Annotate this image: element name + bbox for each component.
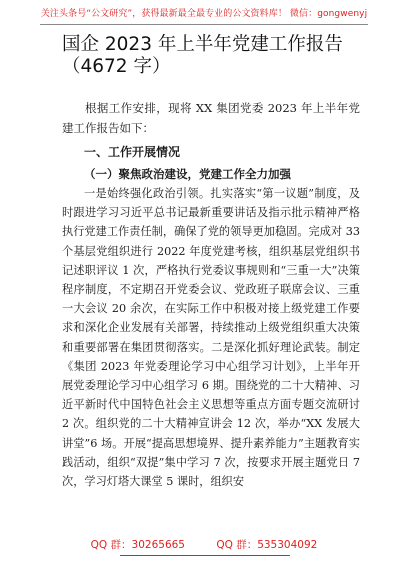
footer-underline xyxy=(120,555,290,556)
body-paragraph: 一是始终强化政治引领。扎实落实“第一议题”制度，及时跟进学习习近平总书记最新重要讲话及指示批示精神严格执行党建工作责任制，确保了党的领导更加稳固。完成对 33 个基层党组织进行 2022 年度党建考核，组织基层党组织书记述职评议 1 次，严格执行党委议事规则和“三重一大”决策程序制度，不定期召开党委会议、党政班子联席会议、三重一大会议 20 余次，在实际工作中积极对接上级党建工作要求和深化企业发展有关部署，持续推动上级党组织重大决策和重要部署在集团贯彻落实。二是深化抓好理论武装。制定《集团 2023 年党委理论学习中心组学习计划》，上半年开展党委理论学习中心组学习 6 期。围绕党的二十大精神、习近平新时代中国特色社会主义思想等重点方面专题交流研讨 2 次。组织党的二十大精神宣讲会 12 次，举办“XX 发展大讲堂”6 场。开展“提高思想境界、提升素养能力”主题教育实践活动，组织“双提”集中学习 7 次，按要求开展主题党日 7 次，学习灯塔大课堂 5 课时，组织安 xyxy=(62,187,360,489)
promo-banner: 关注头条号“公文研究”，获得最新最全最专业的公文资料库！ 微信：gongwenyj xyxy=(40,9,368,19)
subsection-heading: （一）聚焦政治建设，党建工作全力加强 xyxy=(84,167,291,181)
footer-qq-group-1: QQ 群：30265665 xyxy=(90,539,185,551)
intro-paragraph: 根据工作安排，现将 XX 集团党委 2023 年上半年党建工作报告如下： xyxy=(62,101,360,135)
footer-qq-group-2: QQ 群：535304092 xyxy=(216,539,318,551)
document-title: 国企 2023 年上半年党建工作报告（4672 字） xyxy=(62,34,343,77)
footer-contact xyxy=(0,538,408,552)
banner-divider xyxy=(40,24,368,25)
section-heading: 一、工作开展情况 xyxy=(84,145,181,159)
